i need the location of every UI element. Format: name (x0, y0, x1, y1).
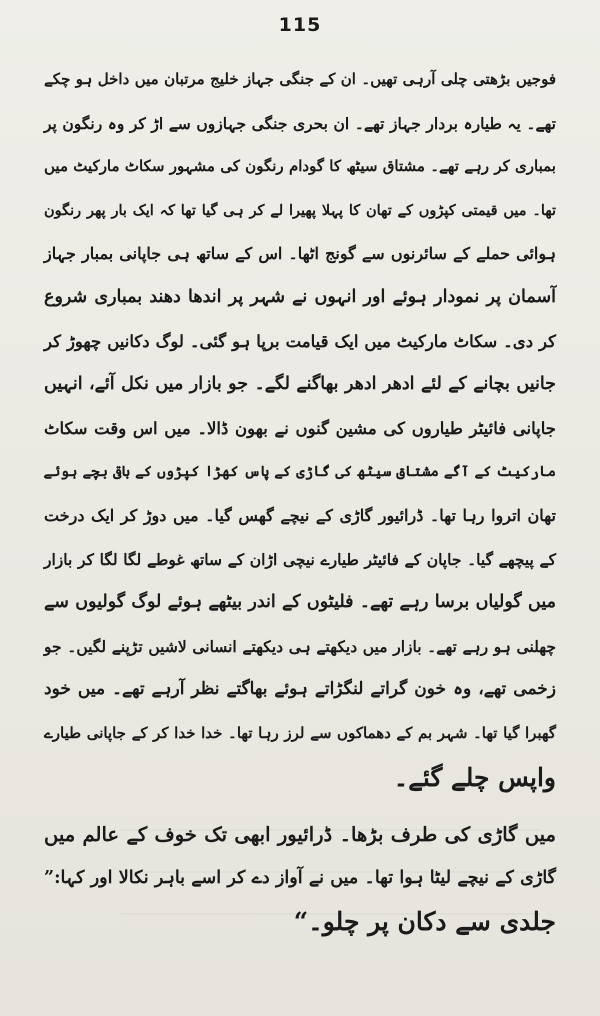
body-text (44, 58, 556, 944)
text-line: واپس چلے گئے۔ (393, 762, 556, 792)
text-line: تھا۔ میں قیمتی کپڑوں کے تھان کا پہلا پھیرا لے کر ہی گیا تھا کہ ایک بار پھر رنگون (44, 201, 556, 219)
text-line: چھلنی ہو رہے تھے۔ بازار میں دیکھتے ہی دیکھتے انسانی لاشیں تڑپنے لگیں۔ جو (44, 636, 556, 656)
text-line: مارکیٹ کے آگے مشتاق سیٹھ کی گاڑی کے پاس کھڑا کپڑوں کے باقی بچے ہوئے (43, 463, 556, 481)
text-line: میں گولیاں برسا رہے تھے۔ فلیٹوں کے اندر بیٹھے ہوئے لوگ گولیوں سے (44, 592, 556, 613)
text-line: کے پیچھے گیا۔ جاپان کے فائیٹر طیارے نیچی اڑان کے ساتھ غوطے لگا لگا کر بازار (44, 549, 556, 569)
paragraph-1 (44, 58, 556, 799)
text-line: گاڑی کے نیچے لیٹا ہوا تھا۔ میں نے آواز دے کر اسے باہر نکالا اور کہا:” (44, 867, 556, 888)
text-line: تھان اتروا رہا تھا۔ ڈرائیور گاڑی کے نیچے گھس گیا۔ میں دوڑ کر ایک درخت (44, 505, 556, 525)
paragraph-2 (44, 813, 556, 944)
text-line: فوجیں بڑھتی چلی آرہی تھیں۔ ان کے جنگی جہاز خلیج مرتبان میں داخل ہو چکے (44, 70, 556, 88)
text-line: ہوائی حملے کے سائرنوں سے گونج اٹھا۔ اس کے ساتھ ہی جاپانی بمبار جہاز (44, 244, 556, 264)
text-line: میں گاڑی کی طرف بڑھا۔ ڈرائیور ابھی تک خوف کے عالم میں (44, 823, 556, 847)
text-line: کر دی۔ سکاٹ مارکیٹ میں ایک قیامت برپا ہو گئی۔ لوگ دکانیں چھوڑ کر (44, 331, 556, 351)
text-line: جانیں بچانے کے لئے ادھر ادھر بھاگنے لگے۔ جو بازار میں نکل آئے، انہیں (44, 374, 556, 395)
text-line: آسمان پر نمودار ہوئے اور انہوں نے شہر پر اندھا دھند بمباری شروع (44, 286, 556, 307)
text-line: تھے۔ یہ طیارہ بردار جہاز تھے۔ ان بحری جنگی جہازوں سے اڑ کر وہ رنگون پر (44, 113, 556, 133)
text-line: زخمی تھے، وہ خون گراتے لنگڑاتے ہوئے بھاگتے نظر آرہے تھے۔ میں خود (44, 679, 556, 700)
page-number: 115 (278, 14, 322, 36)
text-line: جلدی سے دکان پر چلو۔“ (293, 907, 556, 937)
text-line: بمباری کر رہے تھے۔ مشتاق سیٹھ کا گودام رنگون کی مشہور سکاٹ مارکیٹ میں (44, 157, 556, 176)
text-line: گھبرا گیا تھا۔ شہر بم کے دھماکوں سے لرز رہا تھا۔ خدا خدا کر کے جاپانی طیارے (44, 723, 556, 742)
text-line: جاپانی فائیٹر طیاروں کی مشین گنوں نے بھون ڈالا۔ میں اس وقت سکاٹ (44, 418, 556, 438)
